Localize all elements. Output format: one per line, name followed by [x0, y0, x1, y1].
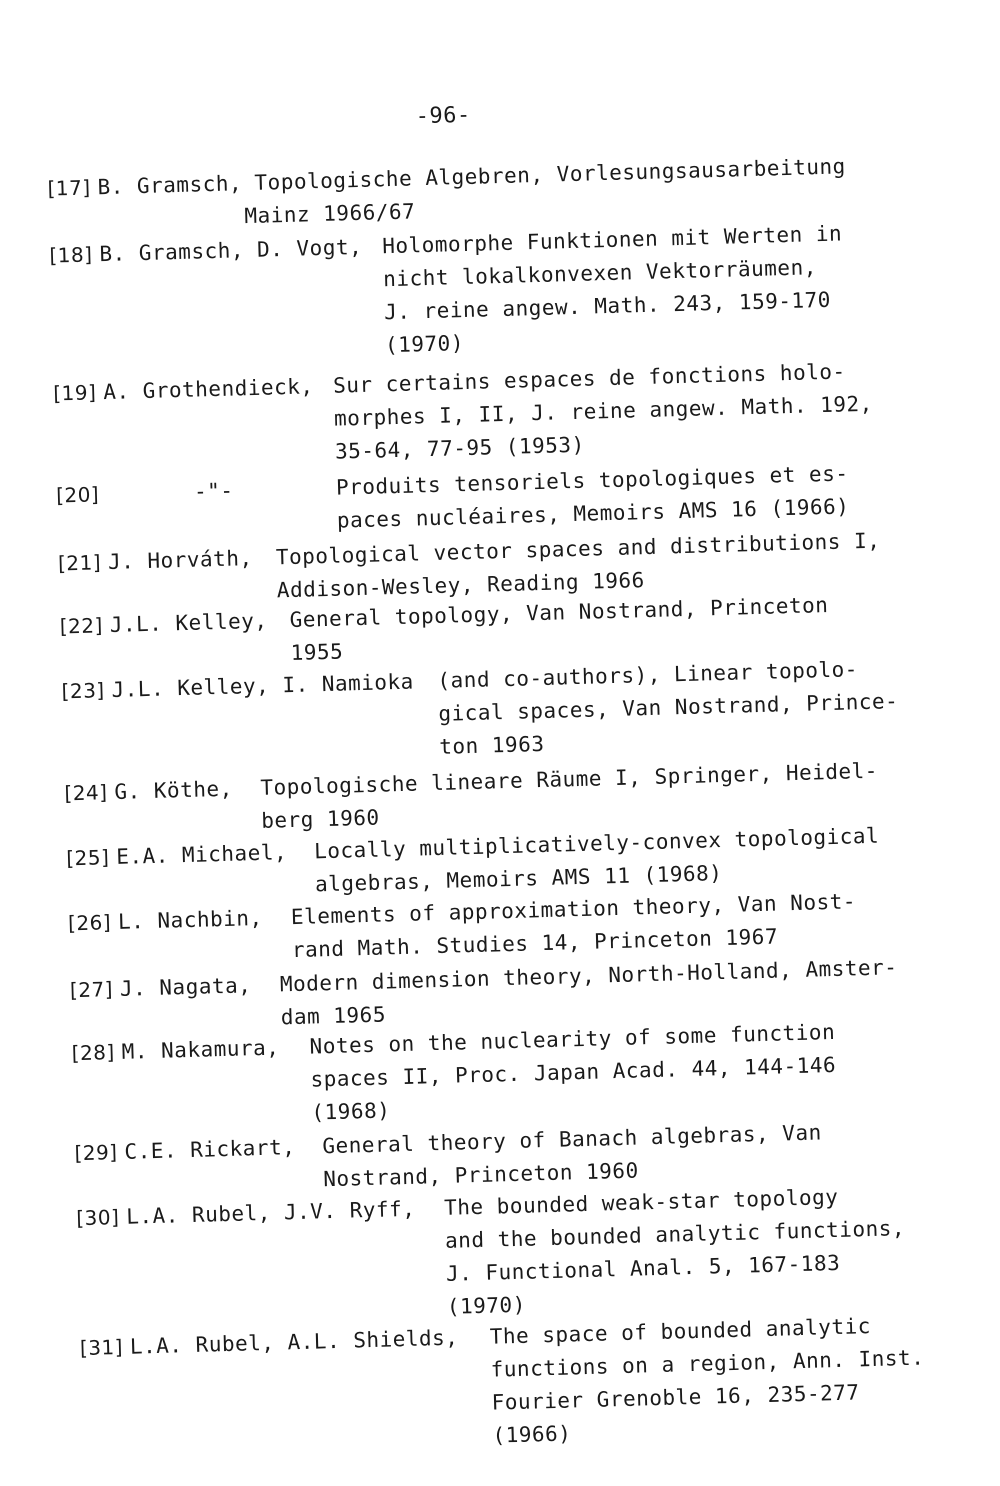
reference-text-line: rand Math. Studies 14, Princeton 1967: [291, 924, 779, 963]
reference-text-line: Elements of approximation theory, Van Nost-: [290, 889, 857, 930]
reference-text-line: (1966): [492, 1421, 572, 1448]
reference-number: [25]: [65, 845, 110, 871]
reference-authors: B. Gramsch, D. Vogt,: [99, 234, 363, 267]
reference-item: [0, 150, 985, 229]
reference-authors: J. Horváth,: [107, 546, 253, 575]
reference-number: [19]: [52, 380, 97, 406]
reference-item: [0, 525, 995, 603]
reference-text-line: and the bounded analytic functions,: [444, 1216, 906, 1253]
reference-text-line: J. reine angew. Math. 243, 159-170: [383, 287, 832, 325]
reference-text-line: Topologische Algebren, Vorlesungsausarbeitung: [254, 154, 847, 195]
reference-number: [22]: [59, 613, 104, 639]
reference-item: [2, 755, 1000, 833]
reference-text-line: dam 1965: [280, 1002, 387, 1030]
reference-number: [20]: [55, 482, 100, 508]
reference-authors: L.A. Rubel, A.L. Shields,: [129, 1325, 459, 1359]
reference-text-line: General topology, Van Nostrand, Princeton: [289, 592, 829, 632]
reference-number: [27]: [69, 977, 114, 1003]
reference-text-line: gical spaces, Van Nostrand, Prince-: [438, 689, 899, 726]
reference-item: [0, 355, 991, 464]
reference-text-line: (1968): [311, 1098, 391, 1125]
reference-authors: E.A. Michael,: [115, 840, 288, 869]
reference-authors: -"-: [193, 478, 234, 504]
reference-authors: M. Nakamura,: [121, 1035, 280, 1064]
reference-text-line: 35-64, 77-95 (1953): [334, 432, 585, 464]
reference-text-line: Mainz 1966/67: [244, 199, 416, 229]
reference-text-line: The space of bounded analytic: [489, 1314, 872, 1349]
reference-text-line: Locally multiplicatively-convex topological: [313, 823, 880, 864]
reference-authors: G. Köthe,: [114, 776, 234, 804]
reference-authors: A. Grothendieck,: [102, 374, 314, 405]
reference-item: [0, 217, 987, 358]
reference-number: [23]: [61, 678, 105, 704]
reference-text-line: nicht lokalkonvexen Vektorräumen,: [382, 255, 818, 292]
reference-authors: L. Nachbin,: [117, 905, 263, 934]
reference-item: [12, 1115, 1000, 1192]
reference-text-line: paces nucléaires, Memoirs AMS 16 (1966): [336, 494, 850, 533]
reference-text-line: Topologische lineare Räume I, Springer, Heidel-: [260, 758, 879, 800]
reference-authors: L.A. Rubel, J.V. Ryff,: [125, 1196, 416, 1229]
reference-text-line: The bounded weak-star topology: [443, 1184, 839, 1220]
reference-text-line: algebras, Memoirs AMS 11 (1968): [314, 861, 723, 897]
reference-text-line: berg 1960: [260, 805, 380, 833]
reference-authors: B. Gramsch,: [97, 171, 243, 200]
reference-text-line: Addison-Wesley, Reading 1966: [276, 568, 646, 603]
reference-number: [24]: [64, 780, 108, 806]
page-number: -96-: [415, 102, 472, 130]
reference-number: [29]: [74, 1140, 118, 1166]
reference-text-line: Modern dimension theory, North-Holland, Amster-: [279, 955, 898, 997]
reference-text-line: Sur certains espaces de fonctions holo-: [332, 359, 846, 398]
reference-number: [28]: [71, 1040, 116, 1066]
reference-number: [31]: [79, 1334, 124, 1361]
reference-number: [30]: [75, 1204, 120, 1231]
reference-text-line: morphes I, II, J. reine angew. Math. 192,: [333, 391, 874, 431]
reference-text-line: Produits tensoriels topologiques et es-: [335, 461, 849, 500]
reference-item: [0, 457, 993, 533]
reference-authors: J.L. Kelley,: [109, 608, 268, 638]
reference-item: [0, 653, 999, 759]
reference-authors: J.L. Kelley, I. Namioka: [111, 669, 415, 702]
reference-item: [4, 820, 1000, 897]
reference-authors: C.E. Rickart,: [124, 1135, 296, 1164]
reference-text-line: Holomorphe Funktionen mit Werten in: [381, 221, 843, 259]
reference-text-line: ton 1963: [438, 731, 545, 759]
reference-authors: J. Nagata,: [119, 973, 252, 1001]
reference-text-line: General theory of Banach algebras, Van: [322, 1120, 822, 1159]
reference-item: [9, 1015, 1000, 1125]
reference-text-line: Fourier Grenoble 16, 235-277: [491, 1380, 860, 1415]
reference-text-line: functions on a region, Ann. Inst.: [490, 1345, 925, 1382]
reference-text-line: 1955: [290, 639, 344, 665]
reference-text-line: J. Functional Anal. 5, 167-183: [445, 1250, 841, 1286]
reference-number: [17]: [47, 175, 91, 201]
reference-number: [26]: [67, 910, 112, 936]
reference-text-line: spaces II, Proc. Japan Acad. 44, 144-146: [310, 1052, 837, 1092]
reference-item: [8, 952, 1000, 1030]
reference-text-line: Topological vector spaces and distributions I,: [275, 528, 881, 570]
reference-number: [21]: [57, 550, 102, 576]
reference-text-line: Notes on the nuclearity of some function: [309, 1019, 836, 1059]
reference-text-line: (1970): [446, 1292, 527, 1319]
reference-text-line: (and co-authors), Linear topolo-: [437, 657, 859, 693]
reference-text-line: (1970): [384, 331, 465, 358]
reference-number: [18]: [49, 242, 93, 268]
reference-text-line: Nostrand, Princeton 1960: [322, 1158, 639, 1192]
